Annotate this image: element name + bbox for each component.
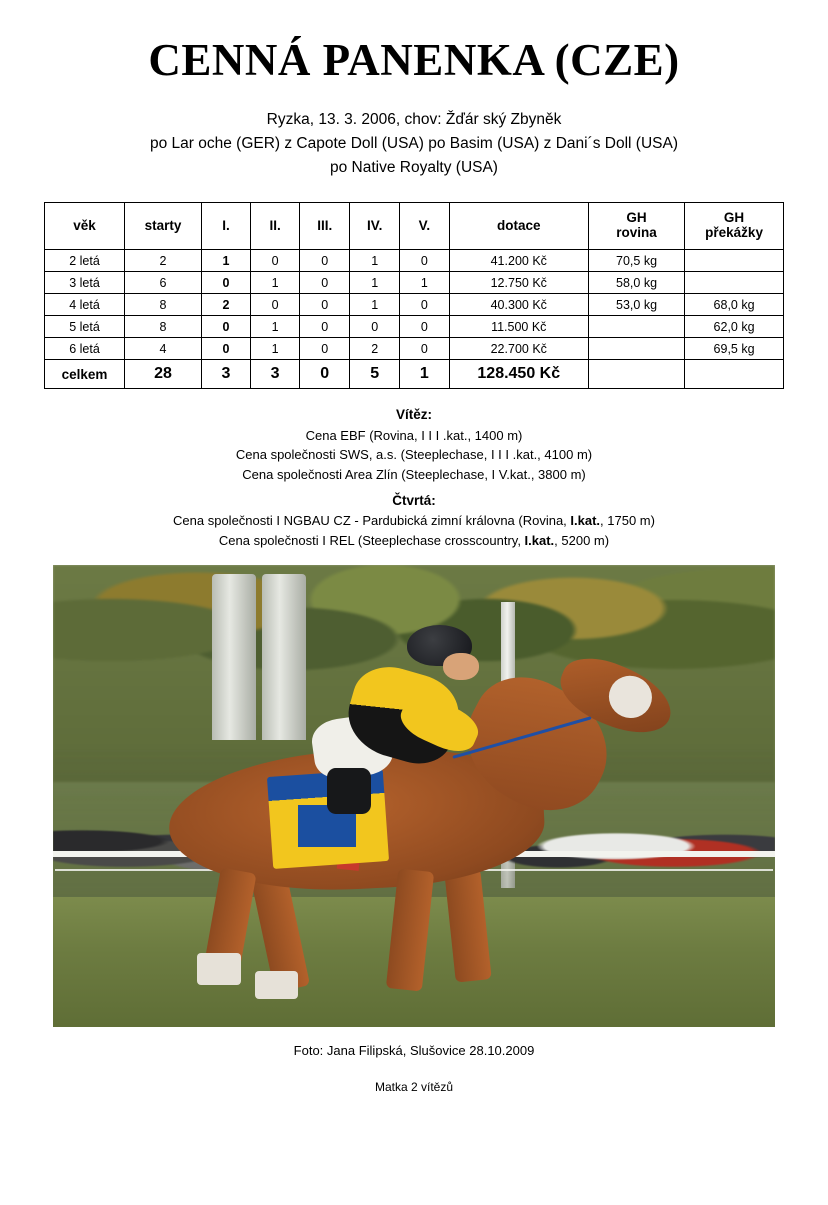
cell-place-2: 0 [250,294,299,316]
photo-horse-sock [255,971,298,999]
cell-place-3: 0 [300,250,350,272]
cell-place-2: 0 [250,250,299,272]
cell-prize: 11.500 Kč [449,316,588,338]
cell-place-5: 0 [400,316,449,338]
fourth-heading: Čtvrtá: [392,492,436,508]
pedigree-line-1: Ryzka, 13. 3. 2006, chov: Žďár ský Zbyněk [266,111,562,128]
table-total-row [45,360,784,389]
cell-gh-flat [588,338,684,360]
header-place-4: IV. [350,203,400,250]
cell-place-5: 1 [400,272,449,294]
cell-place-3: 0 [300,294,350,316]
cell-age: 4 letá [45,294,125,316]
table-header-row [45,203,784,250]
cell-gh-flat: 53,0 kg [588,294,684,316]
pedigree-block [36,108,792,180]
table-row [45,250,784,272]
cell-gh-jump [685,272,784,294]
cell-total-place-2: 3 [250,360,299,389]
cell-place-2: 1 [250,272,299,294]
photo-jockey-boot [327,768,370,814]
pedigree-line-2: po Lar oche (GER) z Capote Doll (USA) po Basim (USA) z Dani´s Doll (USA) [149,135,678,153]
cell-age: 6 letá [45,338,125,360]
cell-total-gh-flat [588,360,684,389]
cell-total-gh-jump [685,360,784,389]
cell-gh-flat: 70,5 kg [588,250,684,272]
cell-prize: 41.200 Kč [449,250,588,272]
cell-place-3: 0 [300,272,350,294]
cell-total-starts: 28 [125,360,202,389]
cell-age: 3 letá [45,272,125,294]
cell-place-4: 2 [350,338,400,360]
table-row [45,294,784,316]
table-row [45,272,784,294]
cell-starts: 8 [125,316,202,338]
page-title: CENNÁ PANENKA (CZE) [148,35,680,85]
header-gh-flat-line2: rovina [616,225,657,241]
cell-total-place-4: 5 [350,360,400,389]
photo-silo-right [262,574,306,740]
cell-total-label: celkem [45,360,125,389]
cell-place-5: 0 [400,294,449,316]
header-gh-jump-line1: GH [723,210,745,226]
cell-place-4: 1 [350,294,400,316]
cell-gh-jump: 69,5 kg [685,338,784,360]
cell-starts: 6 [125,272,202,294]
header-prize-money: dotace [449,203,588,250]
cell-place-1: 0 [201,338,250,360]
cell-gh-jump [685,250,784,272]
cell-place-1: 0 [201,316,250,338]
cell-gh-jump: 62,0 kg [685,316,784,338]
fourth-race-2-pre: Cena společnosti I REL (Steeplechase crosscountry, [218,533,525,549]
fourth-race-2-post: , 5200 m) [554,533,610,549]
cell-place-4: 1 [350,250,400,272]
cell-place-1: 1 [201,250,250,272]
race-results-block [36,405,792,551]
header-gh-flat [588,203,684,250]
winner-race-3: Cena společnosti Area Zlín (Steeplechase, I V.kat., 3800 m) [242,467,586,483]
table-row [45,338,784,360]
fourth-race-2 [36,531,792,551]
cell-place-4: 1 [350,272,400,294]
header-gh-flat-line1: GH [626,210,647,226]
cell-age: 5 letá [45,316,125,338]
header-place-2: II. [250,203,299,250]
header-starts: starty [125,203,202,250]
photo-horse-sock [197,953,240,985]
cell-place-2: 1 [250,338,299,360]
winner-race-1: Cena EBF (Rovina, I I I .kat., 1400 m) [305,427,523,443]
photo-caption: Foto: Jana Filipská, Slušovice 28.10.2009 [293,1042,535,1058]
fourth-race-1-category: I.kat. [570,513,601,529]
photo-silo-left [212,574,256,740]
cell-starts: 8 [125,294,202,316]
header-gh-jump [685,203,784,250]
cell-prize: 12.750 Kč [449,272,588,294]
footnote: Matka 2 vítězů [374,1079,454,1094]
cell-gh-flat: 58,0 kg [588,272,684,294]
header-place-1: I. [201,203,250,250]
cell-prize: 40.300 Kč [449,294,588,316]
document-page [0,34,828,1205]
cell-prize: 22.700 Kč [449,338,588,360]
cell-age: 2 letá [45,250,125,272]
cell-place-5: 0 [400,338,449,360]
pedigree-line-3: po Native Royalty (USA) [330,159,498,177]
cell-place-4: 0 [350,316,400,338]
header-place-5: V. [400,203,449,250]
cell-gh-flat [588,316,684,338]
photo-jockey-face [443,653,479,681]
winner-race-2: Cena společnosti SWS, a.s. (Steeplechase, I I I .kat., 4100 m) [235,447,593,463]
cell-place-1: 0 [201,272,250,294]
fourth-race-1-post: , 1750 m) [600,513,655,529]
cell-gh-jump: 68,0 kg [685,294,784,316]
cell-place-5: 0 [400,250,449,272]
header-age: věk [45,203,125,250]
fourth-race-2-category: I.kat. [524,533,555,549]
winner-heading: Vítěz: [395,407,432,423]
cell-total-place-1: 3 [201,360,250,389]
header-place-3: III. [300,203,350,250]
cell-total-place-5: 1 [400,360,449,389]
cell-starts: 4 [125,338,202,360]
cell-total-prize: 128.450 Kč [449,360,588,389]
fourth-race-1 [36,511,792,531]
cell-place-3: 0 [300,316,350,338]
cell-total-place-3: 0 [300,360,350,389]
cell-starts: 2 [125,250,202,272]
fourth-race-1-pre: Cena společnosti I NGBAU CZ - Pardubická zimní královna (Rovina, [173,513,571,529]
cell-place-2: 1 [250,316,299,338]
horse-photo [53,565,775,1027]
header-gh-jump-line2: překážky [705,225,763,241]
cell-place-1: 2 [201,294,250,316]
table-row [45,316,784,338]
career-stats-table [44,202,784,389]
cell-place-3: 0 [300,338,350,360]
